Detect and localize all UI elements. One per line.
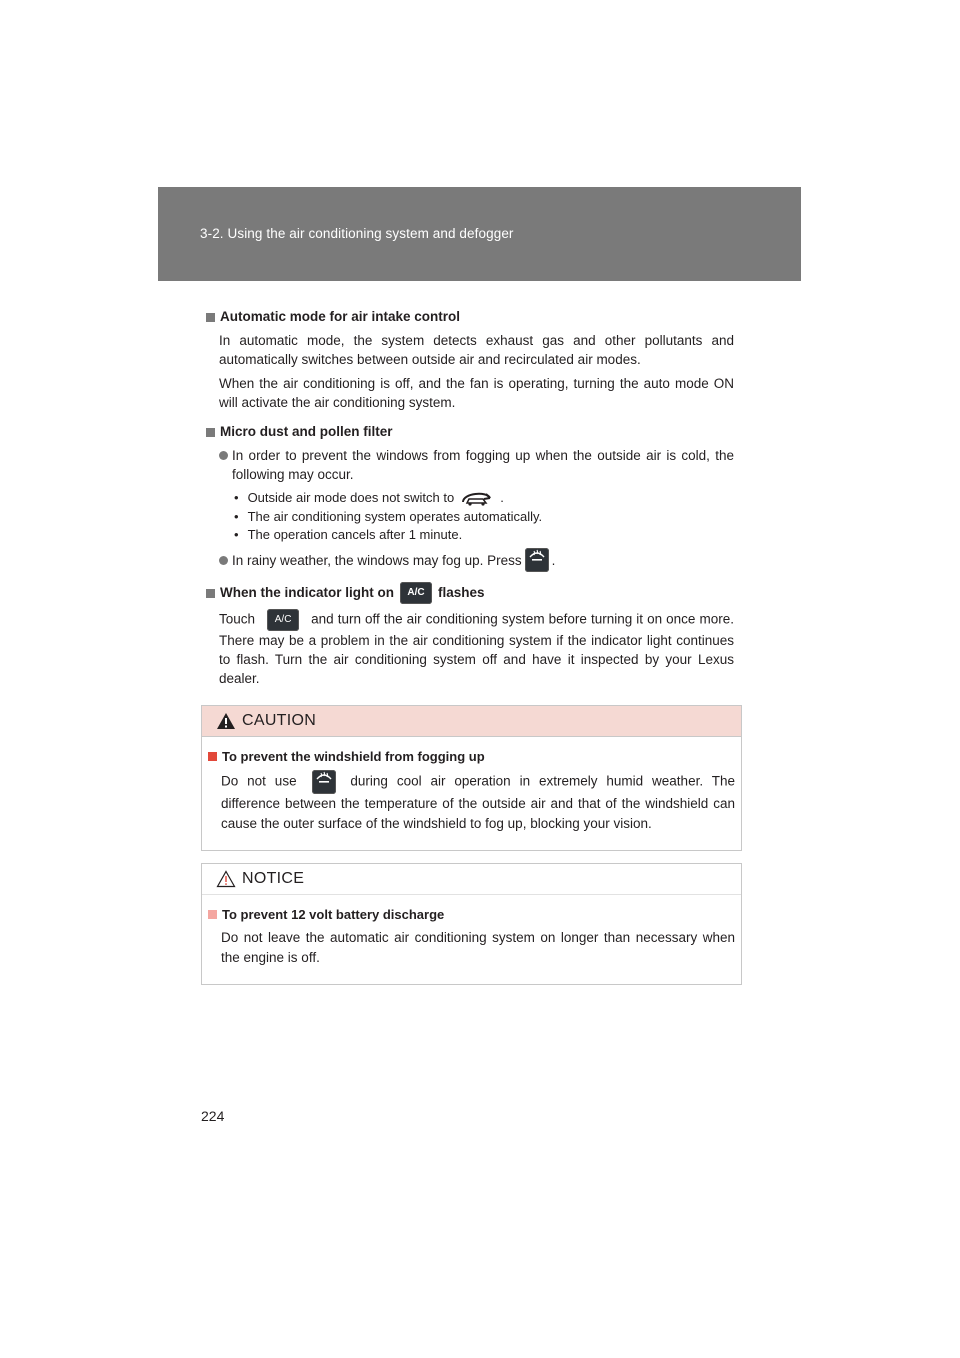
- caution-text: Do not use during cool air operation in extremely humid weather. The difference between the temperature of the outside air and that of the windshield can cause the outer surface of the windshield to fog up, blocking your vision.: [221, 770, 735, 834]
- bullet-dot-icon: [219, 451, 228, 460]
- recirculate-air-icon: [457, 488, 497, 508]
- caution-heading: To prevent the windshield from fogging up: [208, 749, 735, 764]
- notice-heading: To prevent 12 volt battery discharge: [208, 907, 735, 922]
- notice-box: [201, 863, 742, 985]
- auto-intake-para-2: When the air conditioning is off, and the fan is operating, turning the auto mode ON will activate the air conditioning system.: [219, 376, 734, 410]
- heading-auto-intake: Automatic mode for air intake control: [206, 308, 734, 326]
- heading-square-icon: [206, 313, 215, 322]
- micro-dust-bullet-1: In order to prevent the windows from fogging up when the outside air is cold, the following may occur.: [219, 446, 734, 484]
- micro-dust-bullet-2: In rainy weather, the windows may fog up. Press .: [219, 548, 734, 572]
- notice-body: [202, 895, 741, 984]
- bullet-dot-icon: [219, 556, 228, 565]
- heading-square-icon: [208, 910, 217, 919]
- front-defogger-button-icon: [312, 770, 336, 794]
- auto-intake-para-1: In automatic mode, the system detects exhaust gas and other pollutants and automatically switches between outside air and recirculated air modes.: [219, 333, 734, 367]
- micro-dust-subitem-3: • The operation cancels after 1 minute.: [234, 527, 463, 542]
- heading-micro-dust: Micro dust and pollen filter: [206, 423, 734, 441]
- warning-triangle-icon: [216, 870, 236, 888]
- caution-body: [202, 737, 741, 850]
- heading-square-icon: [206, 428, 215, 437]
- section-title: 3-2. Using the air conditioning system and defogger: [200, 226, 514, 241]
- ac-button-icon: A/C: [267, 609, 299, 631]
- warning-triangle-icon: [216, 712, 236, 730]
- heading-square-icon: [206, 589, 215, 598]
- heading-indicator: When the indicator light on A/C flashes: [206, 582, 734, 604]
- indicator-para: Touch A/C and turn off the air conditioning system before turning it on once more. There may be a problem in the air conditioning system if the indicator light continues to flash. Turn the air conditioning system off and have it inspected by your Lexus dealer.: [219, 609, 734, 688]
- section-header-bar: [158, 187, 801, 281]
- main-content: [206, 308, 734, 693]
- notice-header: NOTICE: [202, 864, 741, 895]
- caution-box: [201, 705, 742, 851]
- front-defogger-icon: [315, 770, 333, 784]
- micro-dust-subitem-1: • Outside air mode does not switch to .: [234, 488, 734, 508]
- caution-header: CAUTION: [202, 706, 741, 737]
- micro-dust-subitem-2: • The air conditioning system operates automatically.: [234, 509, 543, 524]
- front-defogger-icon: [528, 548, 546, 562]
- front-defogger-button-icon: [525, 548, 549, 572]
- heading-square-icon: [208, 752, 217, 761]
- ac-button-icon: A/C: [400, 582, 432, 604]
- notice-text: Do not leave the automatic air conditioning system on longer than necessary when the engine is off.: [221, 930, 735, 965]
- page-number: 224: [201, 1108, 225, 1124]
